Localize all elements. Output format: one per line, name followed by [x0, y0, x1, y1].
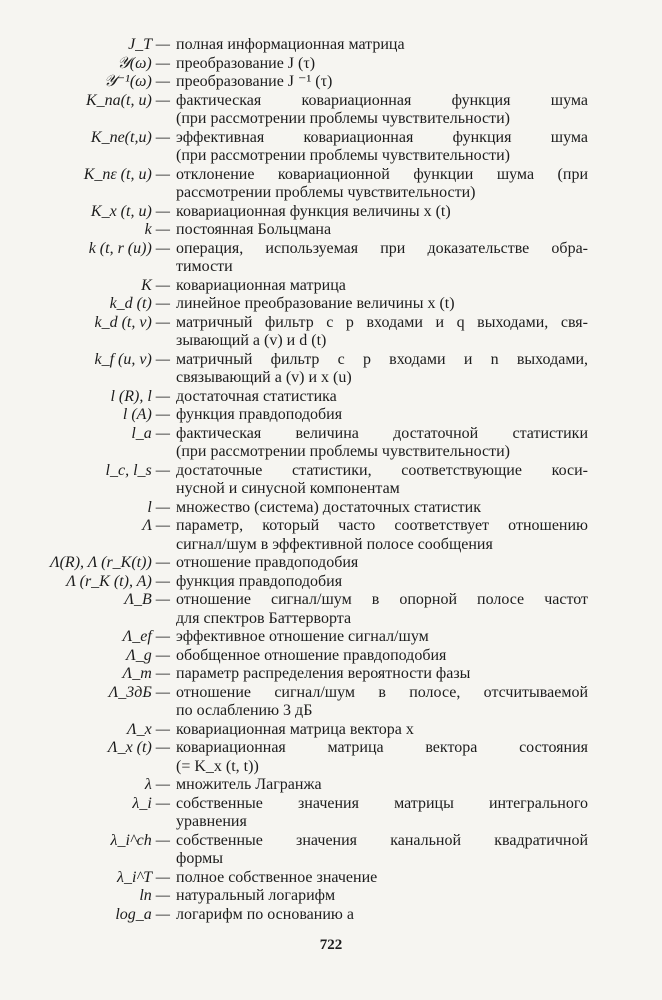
- entry-description: [176, 166, 588, 203]
- entry-description: [176, 203, 588, 222]
- glossary-entry: [0, 517, 662, 554]
- entry-description: [176, 55, 588, 74]
- entry-description: [176, 573, 588, 592]
- entry-description: [176, 73, 588, 92]
- glossary-entry: [0, 36, 662, 55]
- entry-description: [176, 92, 588, 129]
- glossary-entry: [0, 665, 662, 684]
- entry-symbol: K —: [141, 276, 170, 294]
- description-line: преобразование J (τ): [176, 54, 316, 72]
- entry-symbol: K_ne(t,u) —: [90, 128, 170, 146]
- glossary-entry: [0, 906, 662, 925]
- description-line: полная информационная матрица: [176, 36, 405, 53]
- glossary-entry: [0, 166, 662, 203]
- description-line: связывающий a (v) и x (u): [176, 369, 352, 386]
- entry-description: [176, 277, 588, 296]
- description-line: (при рассмотрении проблемы чувствительности): [176, 147, 510, 164]
- entry-symbol: λ_i —: [132, 794, 170, 812]
- glossary-entry: [0, 628, 662, 647]
- description-line: линейное преобразование величины x (t): [176, 295, 455, 312]
- description-line: преобразование J ⁻¹ (τ): [176, 73, 333, 90]
- entry-symbol: log_a —: [115, 905, 170, 923]
- entry-symbol: Λ_g —: [126, 646, 170, 664]
- entry-description: [176, 869, 588, 888]
- entry-symbol: l_a —: [131, 424, 170, 442]
- glossary-entry: [0, 314, 662, 351]
- glossary-entry: [0, 425, 662, 462]
- glossary-entry: [0, 499, 662, 518]
- entry-symbol: λ_i^T —: [117, 868, 170, 886]
- description-line: логарифм по основанию a: [176, 905, 354, 923]
- entry-symbol: λ —: [144, 776, 170, 793]
- entry-symbol: 𝒴(ω) —: [117, 54, 170, 72]
- entry-description: [176, 499, 588, 518]
- entry-description: [176, 221, 588, 240]
- description-line: собственные значения матрицы интегрального: [176, 794, 588, 812]
- entry-symbol: 𝒴⁻¹(ω) —: [104, 73, 170, 90]
- entry-symbol: k_d (t) —: [109, 295, 170, 312]
- description-line: нусной и синусной компонентам: [176, 480, 400, 497]
- glossary-entry: [0, 554, 662, 573]
- description-line: рассмотрении проблемы чувствительности): [176, 184, 476, 201]
- entry-symbol: Λ_x (t) —: [107, 739, 170, 756]
- glossary-entry: [0, 887, 662, 906]
- description-line: отношение правдоподобия: [176, 554, 359, 571]
- glossary-entry: [0, 240, 662, 277]
- entry-description: [176, 795, 588, 832]
- entry-symbol: ln —: [139, 887, 170, 904]
- description-line: тимости: [176, 258, 233, 275]
- description-line: по ослаблению 3 дБ: [176, 702, 313, 719]
- entry-description: [176, 832, 588, 869]
- entry-symbol: K_x (t, u) —: [90, 202, 170, 220]
- entry-description: [176, 739, 588, 776]
- description-line: фактическая величина достаточной статистики: [176, 424, 588, 442]
- glossary-entry: [0, 684, 662, 721]
- glossary-entry: [0, 73, 662, 92]
- glossary-list: [0, 36, 662, 924]
- entry-description: [176, 906, 588, 925]
- entry-symbol: k (t, r (u)) —: [88, 239, 170, 257]
- description-line: функция правдоподобия: [176, 406, 343, 423]
- description-line: для спектров Баттерворта: [176, 609, 352, 627]
- glossary-entry: [0, 406, 662, 425]
- glossary-entry: [0, 277, 662, 296]
- description-line: фактическая ковариационная функция шума: [176, 91, 588, 109]
- entry-description: [176, 887, 588, 906]
- description-line: (при рассмотрении проблемы чувствительности): [176, 443, 510, 460]
- glossary-entry: [0, 832, 662, 869]
- entry-description: [176, 129, 588, 166]
- description-line: матричный фильтр с p входами и q выходами, свя-: [176, 313, 588, 331]
- entry-symbol: k_d (t, v) —: [94, 313, 170, 331]
- description-line: достаточные статистики, соответствующие коси-: [176, 461, 588, 479]
- entry-symbol: K_nε (t, u) —: [83, 165, 170, 183]
- entry-symbol: k_f (u, v) —: [94, 350, 170, 368]
- glossary-entry: [0, 221, 662, 240]
- entry-description: [176, 665, 588, 684]
- entry-symbol: Λ_3дБ —: [108, 683, 170, 701]
- description-line: эффективная ковариационная функция шума: [176, 128, 588, 146]
- glossary-entry: [0, 573, 662, 592]
- description-line: операция, используемая при доказательстве обра-: [176, 239, 588, 257]
- entry-symbol: l_c, l_s —: [105, 461, 170, 479]
- entry-symbol: Λ (r_K (t), A) —: [66, 572, 170, 590]
- entry-description: [176, 425, 588, 462]
- description-line: обобщенное отношение правдоподобия: [176, 646, 447, 664]
- entry-description: [176, 554, 588, 573]
- entry-symbol: l (R), l —: [110, 387, 170, 405]
- entry-symbol: Λ_B —: [124, 591, 170, 608]
- description-line: эффективное отношение сигнал/шум: [176, 628, 429, 645]
- description-line: множество (система) достаточных статистик: [176, 498, 482, 516]
- description-line: отклонение ковариационной функции шума (при: [176, 165, 588, 183]
- description-line: собственные значения канальной квадратичной: [176, 831, 588, 849]
- description-line: (при рассмотрении проблемы чувствительности): [176, 110, 510, 127]
- glossary-entry: [0, 776, 662, 795]
- entry-description: [176, 684, 588, 721]
- entry-symbol: Λ_m —: [122, 665, 170, 682]
- glossary-entry: [0, 295, 662, 314]
- entry-description: [176, 647, 588, 666]
- entry-description: [176, 314, 588, 351]
- entry-description: [176, 36, 588, 55]
- glossary-entry: [0, 869, 662, 888]
- glossary-entry: [0, 462, 662, 499]
- glossary-entry: [0, 351, 662, 388]
- entry-symbol: l —: [147, 498, 170, 516]
- description-line: (= K_x (t, t)): [176, 757, 259, 775]
- entry-symbol: Λ —: [142, 517, 170, 534]
- glossary-entry: [0, 55, 662, 74]
- description-line: ковариационная матрица вектора состояния: [176, 739, 588, 756]
- glossary-entry: [0, 647, 662, 666]
- entry-description: [176, 721, 588, 740]
- glossary-entry: [0, 721, 662, 740]
- description-line: полное собственное значение: [176, 868, 378, 886]
- entry-symbol: λ_i^ch —: [110, 831, 170, 849]
- description-line: отношение сигнал/шум в полосе, отсчитываемой: [176, 683, 588, 701]
- description-line: достаточная статистика: [176, 387, 337, 405]
- description-line: формы: [176, 850, 223, 867]
- entry-description: [176, 295, 588, 314]
- entry-symbol: Λ_x —: [127, 720, 170, 738]
- entry-description: [176, 406, 588, 425]
- entry-description: [176, 517, 588, 554]
- glossary-entry: [0, 591, 662, 628]
- description-line: ковариационная функция величины x (t): [176, 202, 451, 220]
- glossary-entry: [0, 795, 662, 832]
- description-line: ковариационная матрица: [176, 276, 346, 294]
- description-line: постоянная Больцмана: [176, 221, 332, 238]
- entry-description: [176, 628, 588, 647]
- entry-symbol: Λ_ef —: [122, 628, 170, 645]
- description-line: параметр, который часто соответствует отношению: [176, 517, 588, 534]
- description-line: натуральный логарифм: [176, 887, 336, 904]
- description-line: отношение сигнал/шум в опорной полосе частот: [176, 591, 588, 608]
- description-line: сигнал/шум в эффективной полосе сообщения: [176, 535, 493, 553]
- description-line: ковариационная матрица вектора x: [176, 720, 414, 738]
- description-line: уравнения: [176, 813, 247, 830]
- entry-symbol: k —: [144, 221, 170, 238]
- glossary-entry: [0, 739, 662, 776]
- page-number: 722: [319, 937, 343, 953]
- description-line: матричный фильтр с p входами и n выходами,: [176, 350, 588, 368]
- entry-description: [176, 351, 588, 388]
- description-line: функция правдоподобия: [176, 572, 343, 590]
- entry-symbol: K_na(t, u) —: [86, 91, 170, 109]
- entry-symbol: J_T —: [128, 36, 170, 53]
- glossary-entry: [0, 129, 662, 166]
- entry-description: [176, 462, 588, 499]
- entry-description: [176, 240, 588, 277]
- description-line: параметр распределения вероятности фазы: [176, 665, 471, 682]
- glossary-entry: [0, 92, 662, 129]
- entry-symbol: Λ(R), Λ (r_K(t)) —: [49, 554, 170, 571]
- entry-symbol: l (A) —: [122, 406, 170, 423]
- entry-description: [176, 591, 588, 628]
- entry-description: [176, 388, 588, 407]
- glossary-entry: [0, 388, 662, 407]
- description-line: зывающий a (v) и d (t): [176, 332, 327, 349]
- description-line: множитель Лагранжа: [176, 776, 322, 793]
- glossary-entry: [0, 203, 662, 222]
- entry-description: [176, 776, 588, 795]
